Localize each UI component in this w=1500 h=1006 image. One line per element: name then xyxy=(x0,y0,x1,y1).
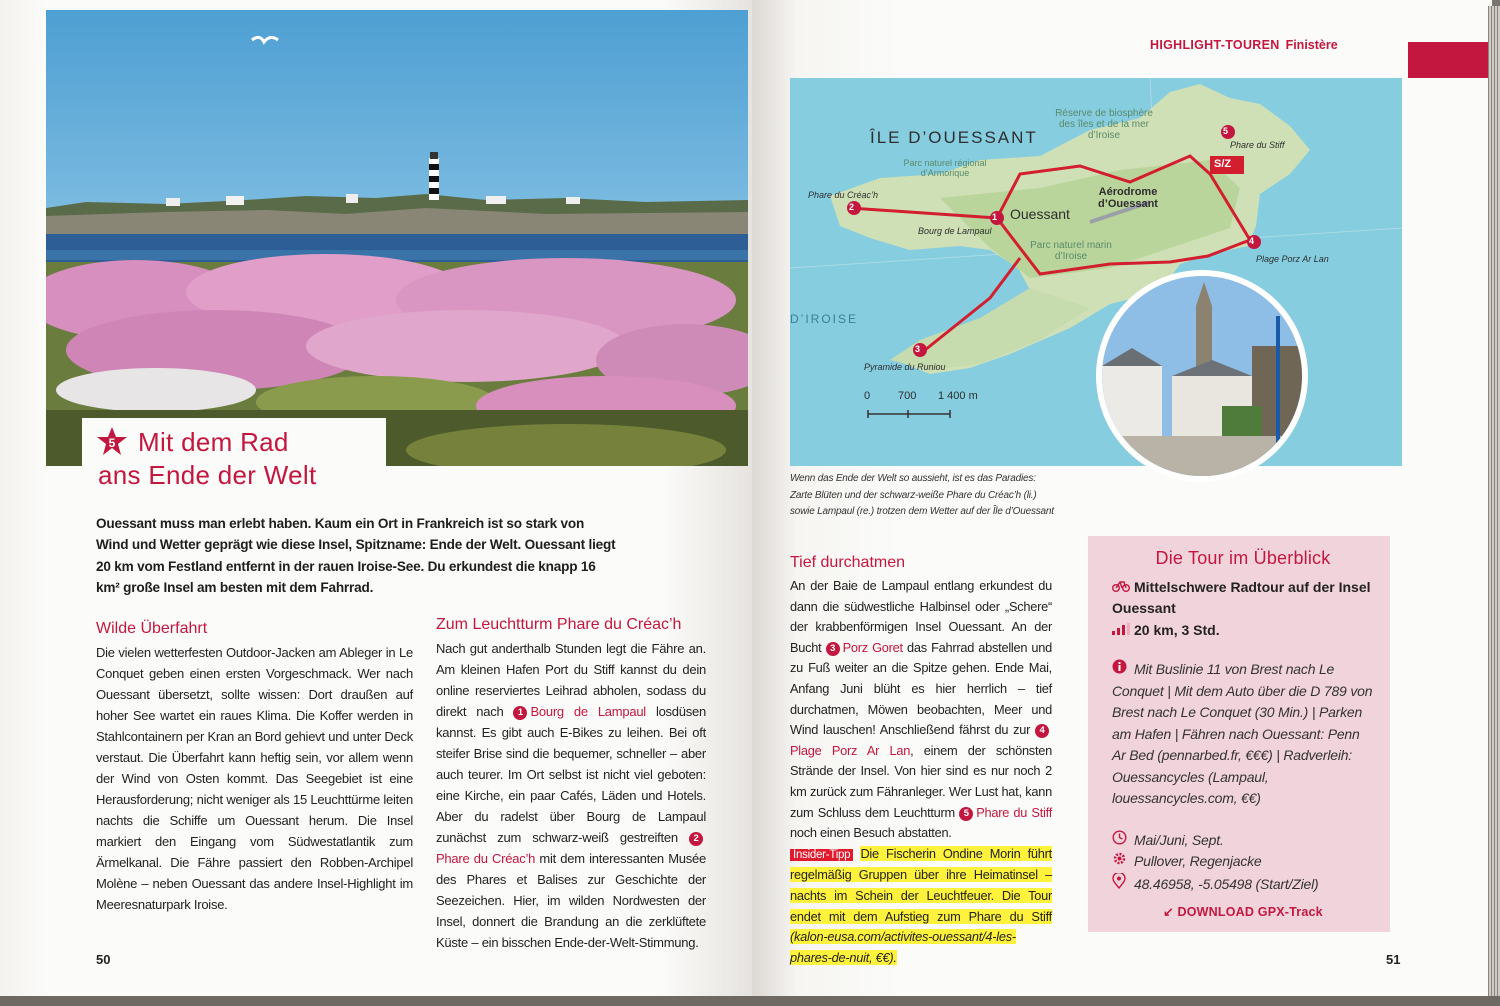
section-heading: Wilde Überfahrt xyxy=(96,620,208,637)
tour-type: Mittelschwere Radtour auf der Insel Ouessant xyxy=(1112,579,1371,616)
page-edges xyxy=(1488,6,1500,1000)
map-scale-1400: 1 400 m xyxy=(938,390,978,402)
tour-overview-box xyxy=(1088,536,1390,932)
coastal-flower-photo xyxy=(46,10,748,466)
ref-phare-du-stiff: Phare du Stiff xyxy=(976,804,1052,820)
header-region: Finistère xyxy=(1285,38,1338,52)
title-line-1: Mit dem Rad xyxy=(138,427,289,457)
location-pin-icon xyxy=(1112,873,1134,896)
section-heading: Tief durchatmen xyxy=(790,554,906,571)
map-point-2: 2 xyxy=(849,202,855,212)
book-cover-edge-right xyxy=(752,996,1500,1006)
map-point-3: 3 xyxy=(915,344,921,354)
map-aerodrome: Aérodrome d’Ouessant xyxy=(1098,186,1158,210)
point-marker-1: 1 xyxy=(513,706,527,720)
left-page xyxy=(0,0,752,1000)
map-island-name: ÎLE D’OUESSANT xyxy=(870,128,1038,147)
insider-tip-link[interactable]: (kalon-eusa.com/activites-ouessant/4-les-phares-de-nuit, €€). xyxy=(790,929,1016,965)
insider-tip-label: Insider-Tipp xyxy=(790,849,853,861)
map-pyramide: Pyramide du Runiou xyxy=(864,362,946,372)
photo-caption: Wenn das Ende der Welt so aussieht, ist es das Paradies: Zarte Blüten und der schwarz-weiße Phare du Créac’h (li.) sowie Lampaul (re.) trotzen dem Wetter auf der Île d’Ouessant xyxy=(790,473,1054,517)
ref-phare-du-creach: Phare du Créac’h xyxy=(436,851,536,866)
book-cover-edge-left xyxy=(0,996,760,1006)
bicycle-icon xyxy=(1112,577,1134,598)
gear-icon xyxy=(1112,851,1134,873)
intro-paragraph: Ouessant muss man erlebt haben. Kaum ein Ort in Frankreich ist so stark von Wind und Wetter geprägt wie diese Insel, Spitzname: Ende der Welt. Ouessant liegt 20 km vom Festland entfernt in der rauen Iroise-See. Du erkundest die knapp 16 km² große Insel am besten mit dem Fahrrad. xyxy=(96,516,616,596)
tour-star-icon xyxy=(96,426,128,458)
ref-porz-goret: Porz Goret xyxy=(842,639,903,655)
ref-bourg-de-lampaul: Bourg de Lampaul xyxy=(530,704,646,719)
right-page xyxy=(752,0,1492,1000)
point-marker-4: 4 xyxy=(1035,724,1049,738)
tour-coords: 48.46958, -5.05498 (Start/Ziel) xyxy=(1112,873,1374,896)
map-scale-0: 0 xyxy=(864,390,871,402)
tour-distance: 20 km, 3 Std. xyxy=(1112,620,1374,641)
chapter-tab xyxy=(1408,42,1492,78)
column-tief-durchatmen xyxy=(790,552,1052,968)
difficulty-bars-icon xyxy=(1112,620,1134,641)
running-header xyxy=(1150,38,1338,52)
info-icon xyxy=(1112,659,1134,681)
tour-info: Mit Buslinie 11 von Brest nach Le Conquet | Mit dem Auto über die D 789 von Brest nach Le Conquet (30 Min.) | Parken am Hafen | Fähren nach Ouessant: Penn Ar Bed (pennarbed.fr, €€€) | Radverleih: Ouessancycles (Lampaul, louessancycles.com, €€) xyxy=(1112,661,1373,806)
map-point-4: 4 xyxy=(1249,236,1255,246)
insider-tip-text: Die Fischerin Ondine Morin führt regelmäßig Gruppen über ihre Heimatinsel – nachts im Schein der Leuchtfeuer. Die Tour endet mit dem Aufstieg zum Phare du Stiff xyxy=(790,845,1052,924)
page-number-right: 51 xyxy=(1386,952,1401,967)
page-number-left: 50 xyxy=(96,952,111,967)
section-text: Die vielen wetterfesten Outdoor-Jacken am Ableger in Le Conquet geben einen ersten Vorgeschmack. Wer nach Ouessant übersetzt, sollte wissen: Dort draußen auf hoher See wartet ein raues Klima. Die Koffer werden in Stahlcontainern per Kran an Bord gehievt und unter Deck verstaut. Die Überfahrt kann heftig sein, vor allem wenn der Wind von Osten kommt. Das Seegebiet ist eine Herausforderung; nicht weniger als 15 Leuchttürme leiten nachts die Schiffe um Ouessant herum. Die Insel markiert den Eingang vom Südwestatlantik zum Ärmelkanal. Die Fähre passiert den Robben-Archipel Molène – neben Ouessant das andere Insel-Highlight im Meeresnaturpark Iroise. xyxy=(96,645,413,912)
insider-tip xyxy=(790,844,1052,969)
box-title: Die Tour im Überblick xyxy=(1155,548,1331,568)
map-start-end: S/Z xyxy=(1214,158,1232,170)
point-marker-5: 5 xyxy=(959,807,973,821)
route-map xyxy=(790,78,1402,466)
tour-gear: Pullover, Regenjacke xyxy=(1112,851,1374,873)
tour-season: Mai/Juni, Sept. xyxy=(1112,830,1374,852)
clock-icon xyxy=(1112,830,1134,852)
map-reserve: Réserve de biosphère des îles et de la mer d’Iroise xyxy=(1055,108,1153,141)
map-plage: Plage Porz Ar Lan xyxy=(1256,254,1329,264)
page-title xyxy=(98,426,386,492)
tour-title-box xyxy=(82,418,386,500)
tour-number: 5 xyxy=(108,436,116,450)
point-marker-2: 2 xyxy=(689,832,703,846)
lampaul-street-photo xyxy=(1096,270,1308,482)
map-parc-iroise: Parc naturel marin d’Iroise xyxy=(1030,240,1112,262)
map-point-1: 1 xyxy=(992,212,998,222)
section-text: Nach gut anderthalb Stunden legt die Fähre an. Am kleinen Hafen Port du Stiff kannst du dein online reserviertes Leihrad abholen, sodass du direkt nach 1 Bourg de Lampaul losdüsen kannst. Es gibt auch E-Bikes zu leihen. Bei oft steifer Brise sind die bequemer, schneller – aber auch teurer. Im Ort selbst ist nicht viel geboten: eine Kirche, ein paar Cafés, Läden und Hotels. Aber du radelst über Bourg de Lampaul zunächst zum schwarz-weiß gestreiften 2Phare du Créac’h mit dem interessanten Musée des Phares et Balises zur Geschichte der Seezeichen. Hier, im wilden Nordwesten der Insel, donnert die Brandung an die zerklüftete Küste – ein bisschen Ende-der-Welt-Stimmung. xyxy=(436,641,706,950)
column-phare-du-creach xyxy=(436,614,706,953)
gpx-download-link[interactable]: ↙ DOWNLOAD GPX-Track xyxy=(1163,905,1323,919)
map-point-5: 5 xyxy=(1223,126,1229,136)
map-parc-armorique: Parc naturel régional d’Armorique xyxy=(903,158,987,178)
map-bourg: Bourg de Lampaul xyxy=(918,226,992,236)
map-sea-label: D’IROISE xyxy=(790,312,859,326)
title-line-2: ans Ende der Welt xyxy=(98,460,317,490)
point-marker-3: 3 xyxy=(826,642,840,656)
header-section: HIGHLIGHT-TOUREN xyxy=(1150,38,1280,52)
ref-plage-porz-ar-lan: Plage Porz Ar Lan xyxy=(790,742,911,758)
map-phare-stiff: Phare du Stiff xyxy=(1230,140,1285,150)
column-wilde-ueberfahrt xyxy=(96,618,413,915)
map-phare-creach: Phare du Créac’h xyxy=(808,190,879,200)
map-town: Ouessant xyxy=(1010,206,1070,222)
map-scale-700: 700 xyxy=(898,390,917,402)
section-text: An der Baie de Lampaul entlang erkundest du dann die südwestliche Halbinsel oder „Schere“ der krabbenförmigen Insel Ouessant. An der Bucht 3 Porz Goret das Fahrrad abstellen und zu Fuß weiter an die Spitze gehen. Ende Mai, Anfang Juni blüht es hier herrlich – tief durchatmen, Möwen beobachten, Meer und Wind lauschen! Anschließend fährst du zur 4Plage Porz Ar Lan, einem der schönsten Strände der Insel. Von hier sind es nur noch 2 km zurück zum Fähranleger. Wer Lust hat, kann zum Schluss dem Leuchtturm 5 Phare du Stiff noch einen Besuch abstatten. xyxy=(790,578,1053,841)
section-heading: Zum Leuchtturm Phare du Créac’h xyxy=(436,616,682,633)
